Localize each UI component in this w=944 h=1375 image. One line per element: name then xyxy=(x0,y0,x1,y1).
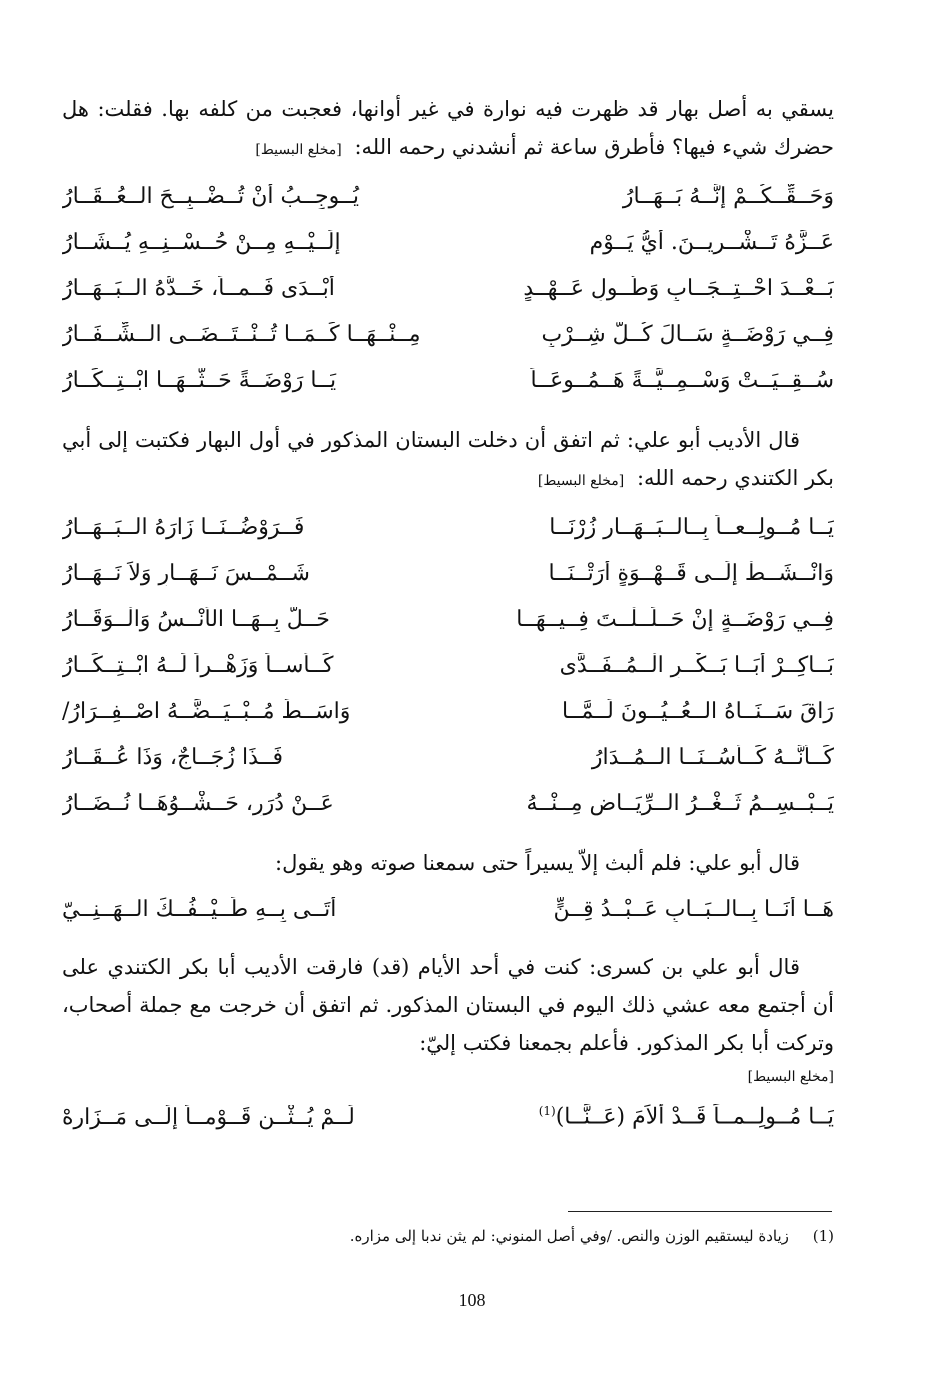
verse-line xyxy=(62,688,834,734)
verse-second-hemistich: شَــمْــسَ نَــهَــارٍ وَلاَ نَــهَــارُ xyxy=(62,560,310,586)
verse-first-hemistich xyxy=(474,1104,834,1129)
verse-second-hemistich: يُــوجِــبُ أَنْ تُــضْــبِــحَ الــعُــقَــارُ xyxy=(62,183,359,209)
verse-second-hemistich: مِــنْــهَــا كَــمَــا تُــنْــتَــضَــى الــشِّــفَــارُ xyxy=(62,321,421,347)
verse-first-hemistich: هَــا أَنَــا بِــالــبَــابِ عَــبْــدُ قِــنٍّ xyxy=(553,896,834,922)
verse-second-hemistich: عَــنْ دُرَرٍ، حَــشْــوُهَــا نُــضَــارُ xyxy=(62,790,334,816)
verse-second-hemistich: لَــمْ يُــثْــنِ قَــوْمــاً إِلَــى مَــزَارِهْ xyxy=(62,1104,355,1130)
paragraph-4-text: قال أبو علي بن كسرى: كنت في أحد الأيام (قد) فارقت الأديب أبا بكر الكتندي على أن أجتمع معه عشي ذلك اليوم في البستان المذكور. ثم اتفق أن خرجت مع جملة أصحاب، وتركت أبا بكر المذكور. فأعلم بجمعنا فكتب إليّ: xyxy=(62,955,834,1055)
verse-first-hemistich: عَــزَّهُ تَــشْــرِيــنَ. أَيُّ يَــوْمٍ xyxy=(589,229,834,255)
poem-4 xyxy=(62,1094,834,1140)
verse-second-hemistich: حَــلَّ بِــهَــا الأُنْــسُ وَالْــوَقَــارُ xyxy=(62,606,330,632)
paragraph-2 xyxy=(62,421,834,500)
verse-line xyxy=(62,173,834,219)
footnote xyxy=(62,1222,834,1250)
verse-line xyxy=(62,357,834,403)
verse-line xyxy=(62,734,834,780)
verse-line xyxy=(62,596,834,642)
verse-second-hemistich: فَــرَوْضُــنَــا زَارَهُ الــبَــهَــارُ xyxy=(62,514,305,540)
verse-second-hemistich: أَبْــدَى فَــمــاً، خَــدُّهُ الــبَــهَــارُ xyxy=(62,275,335,301)
paragraph-1 xyxy=(62,90,834,169)
verse-first-hemistich: كَــأَنَّــهُ كَــأْسُــنَــا الــمُــدَارُ xyxy=(591,744,834,770)
verse-line xyxy=(62,219,834,265)
verse-first-hemistich: وَانْــشَــطْ إِلَــى قَــهْــوَةٍ أَرَتْــنَــا xyxy=(548,560,834,586)
verse-first-hemistich: رَاقَ سَــنَــاهُ الــعُــيُــونَ لَــمَّــا xyxy=(561,698,834,724)
verse-line xyxy=(62,550,834,596)
meter-label-2: [مخلع البسيط] xyxy=(537,473,625,489)
verse-first-hemistich-text: يَــا مُــولِــمــاً قَــدْ أَلاَمَ (عَــنَّــا) xyxy=(555,1104,834,1130)
poem-1 xyxy=(62,173,834,403)
paragraph-3 xyxy=(62,844,834,882)
verse-line xyxy=(62,265,834,311)
footnote-divider xyxy=(568,1211,832,1212)
verse-line xyxy=(62,504,834,550)
verse-first-hemistich: فِــي رَوْضَــةٍ إِنْ حَــلَــلْــتَ فِــيــهَــا xyxy=(516,606,834,632)
verse-line xyxy=(62,642,834,688)
verse-line xyxy=(62,1094,834,1140)
verse-first-hemistich: بَــعْــدَ احْــتِــجَــابٍ وَطُــولِ عَــهْــدٍ xyxy=(523,275,834,301)
verse-second-hemistich: كَــأْســاً وَزَهْــراً لَــهُ ابْــتِــكَــارُ xyxy=(62,652,334,678)
verse-first-hemistich: سُــقِــيَــتْ وَسْــمِــيَّــةً هَــمُــوعَــاً xyxy=(530,367,834,393)
page-number: 108 xyxy=(458,1290,486,1310)
verse-second-hemistich: أَتَــى بِــهِ طَــيْــفُــكَ الــهَــنِــيّ xyxy=(62,896,337,922)
verse-line xyxy=(62,311,834,357)
paragraph-2-text: قال الأديب أبو علي: ثم اتفق أن دخلت البستان المذكور في أول البهار فكتبت إلى أبي بكر الكتندي رحمه الله: xyxy=(62,428,834,490)
verse-line xyxy=(62,886,834,932)
verse-first-hemistich: بَــاكِــرْ أَبَــا بَــكْــرٍ الْــمُــفَــدَّى xyxy=(559,652,834,678)
verse-second-hemistich: إِلَــيْــهِ مِــنْ حُــسْــنِــهِ يُــشَــارُ xyxy=(62,229,341,255)
meter-label-1: [مخلع البسيط] xyxy=(255,142,342,158)
footnote-number: (1) xyxy=(812,1227,834,1245)
verse-line xyxy=(62,780,834,826)
footnote-reference[interactable]: (1) xyxy=(538,1104,556,1119)
verse-second-hemistich: يَــا رَوْضَــةً حَــثَّــهَــا ابْــتِــكَــارُ xyxy=(62,367,337,393)
meter-label-4: [مخلع البسيط] xyxy=(747,1069,834,1085)
verse-first-hemistich: وَحَــقِّــكُــمْ إِنَّــهُ بَــهَــارُ xyxy=(622,183,834,209)
poem-3 xyxy=(62,886,834,932)
verse-second-hemistich: فَــذَا زُجَــاجٌ، وَذَا عُــقَــارُ xyxy=(62,744,284,770)
paragraph-3-text: قال أبو علي: فلم ألبث إلاّ يسيراً حتى سمعنا صوته وهو يقول: xyxy=(275,851,800,875)
paragraph-1-text: يسقي به أصل بهار قد ظهرت فيه نوارة في غير أوانها، فعجبت من كلفه بها. فقلت: هل حضرك شيء فيها؟ فأطرق ساعة ثم أنشدني رحمه الله: xyxy=(62,97,834,159)
paragraph-4 xyxy=(62,948,834,1062)
verse-first-hemistich: فِــي رَوْضَــةٍ سَــالَ كُــلُّ شِــرْبٍ xyxy=(541,321,834,347)
footnote-text: زيادة ليستقيم الوزن والنص. /وفي أصل المنوني: لم يثن ندبا إلى مزاره. xyxy=(349,1227,789,1245)
verse-second-hemistich: وَاسَــطَ مُــبْــيَــضَّــهُ اصْــفِــرَارُ/ xyxy=(62,698,351,724)
poem-2 xyxy=(62,504,834,826)
verse-first-hemistich: يَــا مُــولِــعــاً بِــالــبَــهَــارِ زُرْنَــا xyxy=(549,514,834,540)
page-body xyxy=(62,90,834,1140)
verse-first-hemistich: يَــبْــسِــمُ ثَــغْــرُ الــرِّيَــاضِ مِــنْــهُ xyxy=(526,790,834,816)
